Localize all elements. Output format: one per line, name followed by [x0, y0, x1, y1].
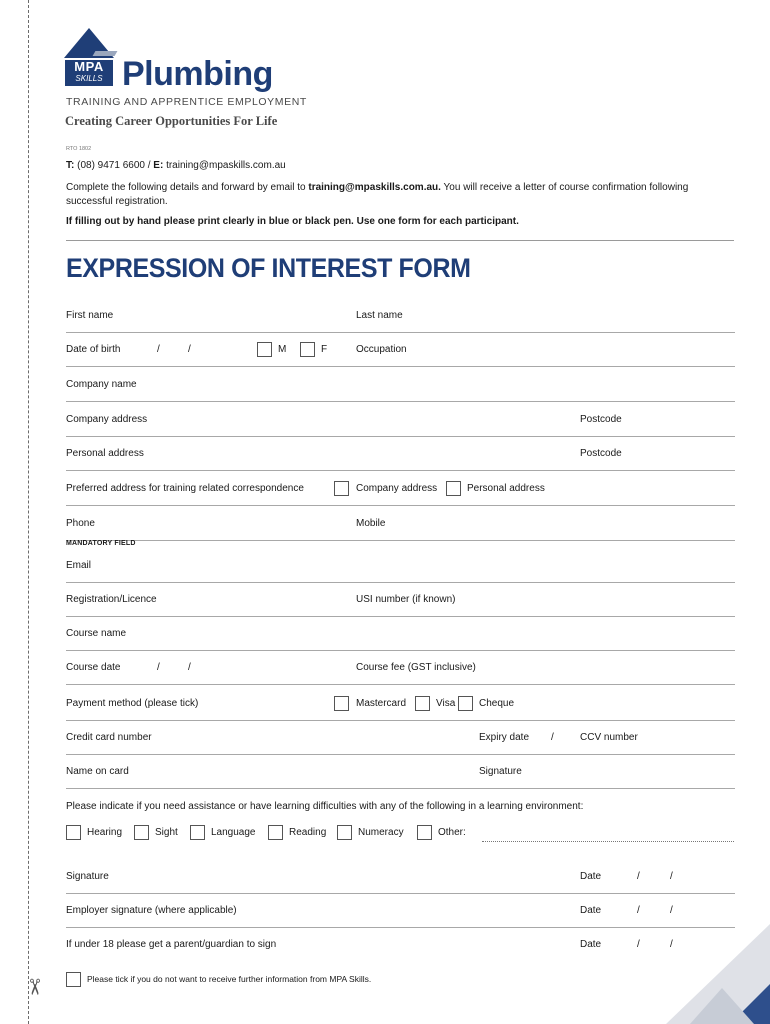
personal-postcode-field[interactable]: Postcode [580, 448, 622, 459]
row-phone [66, 517, 735, 541]
logo-skills-text: SKILLS [75, 74, 103, 83]
personal-address-option: Personal address [467, 483, 545, 494]
expiry-slash: / [551, 732, 554, 743]
registration-field[interactable]: Registration/Licence [66, 594, 157, 605]
language-checkbox[interactable] [190, 825, 205, 840]
company-address-checkbox[interactable] [334, 481, 349, 496]
reading-label: Reading [289, 827, 327, 838]
dob-slash-2: / [188, 344, 191, 355]
sight-label: Sight [155, 827, 178, 838]
form-title: EXPRESSION OF INTEREST FORM [66, 253, 471, 284]
row-credit-card [66, 731, 735, 755]
other-label: Other: [438, 827, 466, 838]
mastercard-checkbox[interactable] [334, 696, 349, 711]
last-name-field[interactable]: Last name [356, 310, 403, 321]
row-personal-address [66, 447, 735, 471]
preferred-address-label: Preferred address for training related correspondence [66, 483, 304, 494]
other-checkbox[interactable] [417, 825, 432, 840]
numeracy-label: Numeracy [358, 827, 404, 838]
learning-needs-options [66, 826, 735, 846]
mandatory-field-note: MANDATORY FIELD [66, 540, 136, 547]
course-date-slash-2: / [188, 662, 191, 673]
contact-line [66, 160, 286, 171]
intro-email[interactable]: training@mpaskills.com.au. [308, 182, 441, 193]
other-input-line[interactable] [482, 841, 734, 842]
personal-address-checkbox[interactable] [446, 481, 461, 496]
sight-checkbox[interactable] [134, 825, 149, 840]
guardian-date-slash-1: / [637, 939, 640, 950]
visa-checkbox[interactable] [415, 696, 430, 711]
personal-address-field[interactable]: Personal address [66, 448, 144, 459]
company-postcode-field[interactable]: Postcode [580, 414, 622, 425]
learning-assistance-question: Please indicate if you need assistance or have learning difficulties with any of the following in a learning environment: [66, 801, 584, 812]
male-label: M [278, 344, 287, 355]
signature-date-slash-1: / [637, 871, 640, 882]
row-name-on-card [66, 765, 735, 789]
female-label: F [321, 344, 328, 355]
guardian-date-field[interactable]: Date [580, 939, 602, 950]
header-divider [66, 240, 734, 241]
phone-field[interactable]: Phone [66, 518, 95, 529]
logo-swoosh [93, 51, 118, 56]
row-course-name [66, 627, 735, 651]
card-signature-field[interactable]: Signature [479, 766, 522, 777]
email-field[interactable]: Email [66, 560, 92, 571]
logo-tagline: Creating Career Opportunities For Life [65, 114, 278, 128]
course-date-slash-1: / [157, 662, 160, 673]
numeracy-checkbox[interactable] [337, 825, 352, 840]
reading-checkbox[interactable] [268, 825, 283, 840]
logo-wordmark: Plumbing [122, 55, 273, 93]
signature-date-field[interactable]: Date [580, 871, 602, 882]
cheque-label: Cheque [479, 698, 515, 709]
corner-decoration [630, 924, 770, 1024]
male-checkbox[interactable] [257, 342, 272, 357]
hearing-checkbox[interactable] [66, 825, 81, 840]
mobile-field[interactable]: Mobile [356, 518, 386, 529]
employer-signature-field[interactable]: Employer signature (where applicable) [66, 905, 237, 916]
female-checkbox[interactable] [300, 342, 315, 357]
course-name-field[interactable]: Course name [66, 628, 127, 639]
row-signature [66, 870, 735, 894]
payment-method-label: Payment method (please tick) [66, 698, 199, 709]
first-name-field[interactable]: First name [66, 310, 114, 321]
course-date-field[interactable]: Course date [66, 662, 121, 673]
row-dob [66, 343, 735, 367]
signature-date-slash-2: / [670, 871, 673, 882]
expiry-date-field[interactable]: Expiry date [479, 732, 530, 743]
visa-label: Visa [436, 698, 456, 709]
contact-phone: (08) 9471 6600 / [74, 160, 154, 171]
corner-triangles [630, 924, 770, 1024]
row-payment-method [66, 697, 735, 721]
scissors-icon: ✂ [21, 977, 47, 997]
employer-date-slash-2: / [670, 905, 673, 916]
optout-label: Please tick if you do not want to receive further information from MPA Skills. [87, 974, 372, 984]
credit-card-field[interactable]: Credit card number [66, 732, 152, 743]
hearing-label: Hearing [87, 827, 123, 838]
row-company-name [66, 378, 735, 402]
name-on-card-field[interactable]: Name on card [66, 766, 129, 777]
row-email [66, 559, 735, 583]
company-name-field[interactable]: Company name [66, 379, 137, 390]
company-address-option: Company address [356, 483, 438, 494]
optout-row [66, 972, 566, 990]
guardian-signature-field[interactable]: If under 18 please get a parent/guardian to sign [66, 939, 277, 950]
mpa-skills-logo [64, 28, 324, 132]
dob-slash-1: / [157, 344, 160, 355]
usi-field[interactable]: USI number (if known) [356, 594, 456, 605]
ccv-field[interactable]: CCV number [580, 732, 638, 743]
intro-text-after: You will receive a letter of course confirmation following successful registration. [66, 182, 689, 207]
row-name [66, 309, 735, 333]
row-registration [66, 593, 735, 617]
logo-mpa-text: MPA [74, 59, 104, 74]
language-label: Language [211, 827, 256, 838]
logo-mpa-box [65, 60, 113, 86]
course-fee-field[interactable]: Course fee (GST inclusive) [356, 662, 476, 673]
contact-email[interactable]: training@mpaskills.com.au [163, 160, 286, 171]
row-company-address [66, 413, 735, 437]
phone-prefix: T: [66, 160, 75, 171]
guardian-date-slash-2: / [670, 939, 673, 950]
company-address-field[interactable]: Company address [66, 414, 148, 425]
cheque-checkbox[interactable] [458, 696, 473, 711]
row-course-date [66, 661, 735, 685]
occupation-field[interactable]: Occupation [356, 344, 407, 355]
signature-field[interactable]: Signature [66, 871, 109, 882]
intro-text-before: Complete the following details and forward by email to [66, 182, 309, 193]
logo-subtitle: TRAINING AND APPRENTICE EMPLOYMENT [66, 96, 307, 108]
dob-field[interactable]: Date of birth [66, 344, 121, 355]
employer-date-slash-1: / [637, 905, 640, 916]
cut-line [28, 0, 29, 1024]
mastercard-label: Mastercard [356, 698, 407, 709]
optout-checkbox[interactable] [66, 972, 81, 987]
instructions: If filling out by hand please print clearly in blue or black pen. Use one form for each participant. [66, 216, 519, 227]
rto-number: RTO 1802 [66, 146, 92, 152]
employer-date-field[interactable]: Date [580, 905, 602, 916]
row-preferred-address [66, 482, 735, 506]
email-prefix: E: [153, 160, 164, 171]
intro-paragraph [66, 181, 706, 208]
